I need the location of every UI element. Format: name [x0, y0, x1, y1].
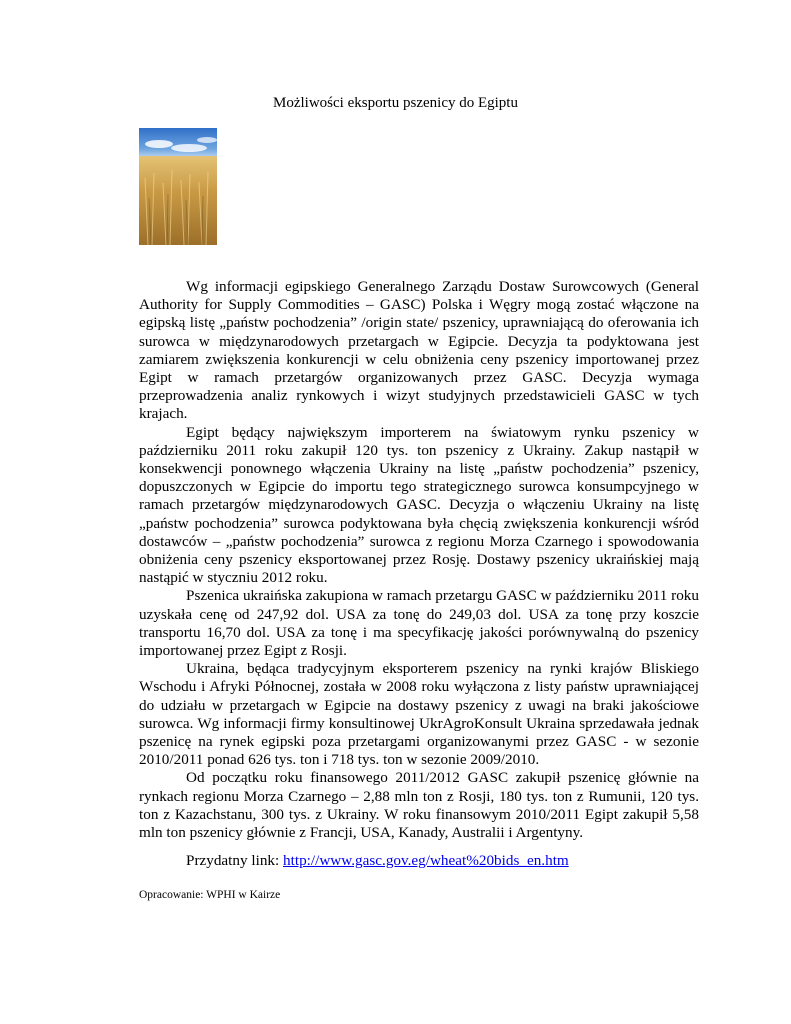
paragraph: Wg informacji egipskiego Generalnego Zarządu Dostaw Surowcowych (General Authority for Supply Commodities – GASC) Polska i Węgry mogą zostać włączone na egipską listę „państw pochodzenia” /origin state/ pszenicy, uprawniającą do oferowania ich surowca w międzynarodowych przetargach w Egipcie. Decyzja ta podyktowana jest zamiarem zwiększenia konkurencji w celu obniżenia ceny pszenicy importowanej przez Egipt w ramach przetargów organizowanych przez GASC. Decyzja wymaga przeprowadzenia analiz rynkowych i wizyt studyjnych przedstawicieli GASC w tych krajach. — [139, 278, 699, 423]
document-body — [139, 278, 699, 842]
paragraph: Od początku roku finansowego 2011/2012 GASC zakupił pszenicę głównie na rynkach regionu Morza Czarnego – 2,88 mln ton z Rosji, 180 tys. ton z Rumunii, 120 tys. ton z Kazachstanu, 300 tys. z Ukrainy. W roku finansowym 2010/2011 Egipt zakupił 5,58 mln ton pszenicy głównie z Francji, USA, Kanady, Australii i Argentyny. — [139, 769, 699, 842]
link-label: Przydatny link: — [186, 852, 284, 869]
document-title: Możliwości eksportu pszenicy do Egiptu — [273, 95, 518, 111]
useful-link-line — [186, 852, 569, 870]
footer-credit: Opracowanie: WPHI w Kairze — [139, 889, 281, 901]
gasc-link[interactable]: http://www.gasc.gov.eg/wheat%20bids_en.htm — [283, 852, 569, 869]
paragraph: Pszenica ukraińska zakupiona w ramach przetargu GASC w październiku 2011 roku uzyskała cenę od 247,92 dol. USA za tonę do 249,03 dol. USA za tonę przy koszcie transportu 16,70 dol. USA za tonę i ma specyfikację jakości porównywalną do pszenicy importowanej przez Egipt z Rosji. — [139, 587, 699, 660]
paragraph: Egipt będący największym importerem na światowym rynku pszenicy w październiku 2011 roku zakupił 120 tys. ton pszenicy z Ukrainy. Zakup nastąpił w konsekwencji ponownego włączenia Ukrainy na listę „państw pochodzenia” pszenicy, dopuszczonych w Egipcie do importu tego strategicznego surowca konsumpcyjnego w ramach przetargów międzynarodowych GASC. Decyzja o włączeniu Ukrainy na listę „państw pochodzenia” surowca podyktowana była chęcią zwiększenia konkurencji wśród dostawców – „państw pochodzenia” surowca z regionu Morza Czarnego i spowodowania obniżenia ceny pszenicy eksportowanej przez Rosję. Dostawy pszenicy ukraińskiej mają nastąpić w styczniu 2012 roku. — [139, 423, 699, 587]
wheat-field-image — [139, 128, 217, 245]
paragraph: Ukraina, będąca tradycyjnym eksporterem pszenicy na rynki krajów Bliskiego Wschodu i Afryki Północnej, została w 2008 roku wyłączona z listy państw uprawniającej do udziału w przetargach w Egipcie na dostawy pszenicy z uwagi na braki jakościowe surowca. Wg informacji firmy konsultinowej UkrAgroKonsult Ukraina sprzedawała jednak pszenicę na rynek egipski poza przetargami organizowanymi przez GASC - w sezonie 2010/2011 ponad 626 tys. ton i 718 tys. ton w sezonie 2009/2010. — [139, 660, 699, 769]
